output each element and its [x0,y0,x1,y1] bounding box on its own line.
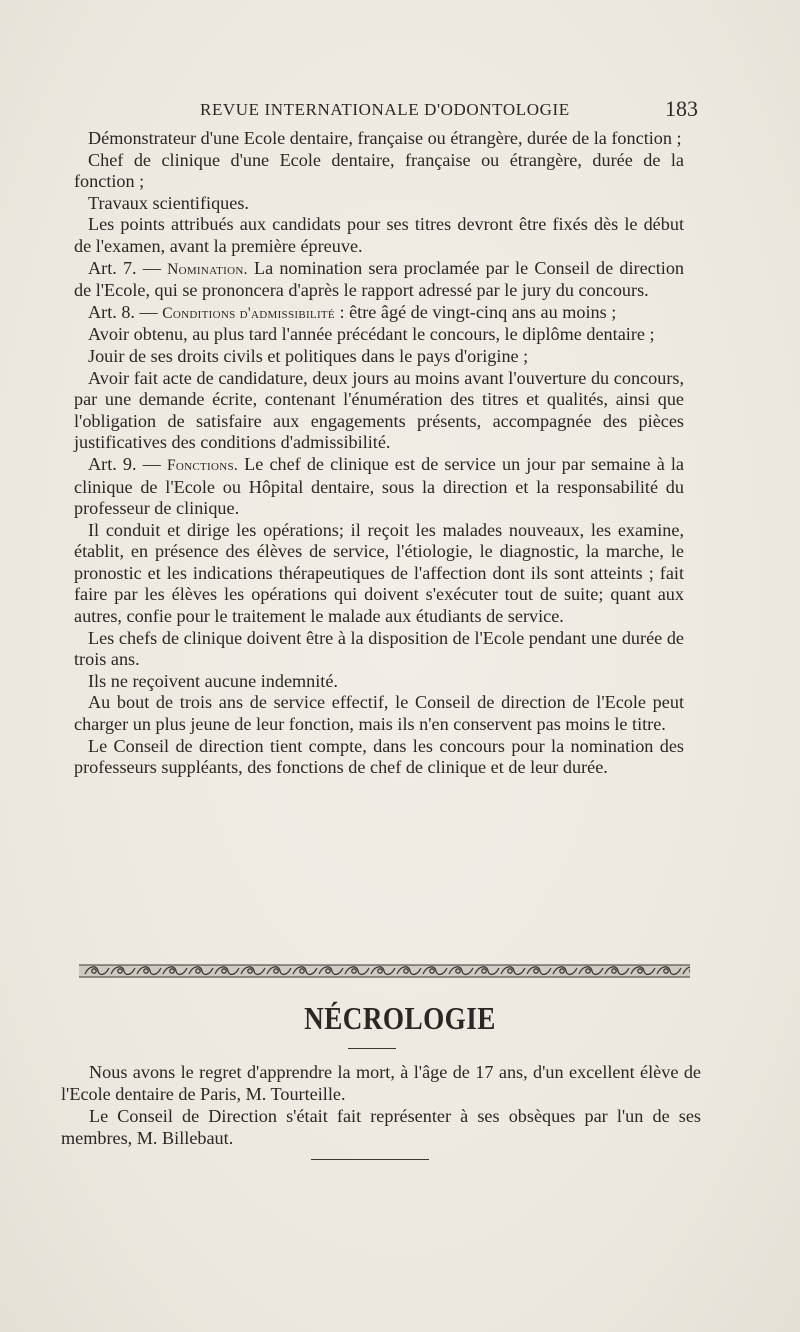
paragraph: Le Conseil de direction tient compte, dans les concours pour la nomination des professeurs suppléants, des fonctions de chef de clinique et de leur durée. [74,735,684,778]
article-body [74,128,684,779]
article-7 [74,258,684,302]
article-8 [74,302,684,325]
paragraph: Chef de clinique d'une Ecole dentaire, française ou étrangère, durée de la fonction ; [74,149,684,192]
article-label: Art. 9. — [88,453,161,474]
article-label: Art. 8. — [88,301,158,322]
article-text: : être âgé de vingt-cinq ans au moins ; [339,301,617,322]
paragraph: Démonstrateur d'une Ecole dentaire, française ou étrangère, durée de la fonction ; [88,128,682,148]
paragraph: Il conduit et dirige les opérations; il reçoit les malades nouveaux, les examine, établit, en présence des élèves de service, l'étiologie, le diagnostic, la marche, le pronostic et les indications thérapeutiques de l'affection dont ils sont atteints ; fait faire par les élèves les opérations qui doivent s'exécuter tout de suite; quant aux autres, confie pour le traitement le malade aux étudiants de service. [74,519,684,627]
paragraph: Ils ne reçoivent aucune indemnité. [88,670,338,691]
end-rule [311,1159,429,1160]
title-rule [348,1048,396,1049]
paragraph: Au bout de trois ans de service effectif, le Conseil de direction de l'Ecole peut charger un plus jeune de leur fonction, mais ils n'en conservent pas moins le titre. [74,692,684,735]
article-heading: Fonctions. [166,456,239,474]
article-text: La nomination sera proclamée par le Conseil de direction de l'Ecole, qui se prononcera d'après le rapport adressé par le jury du concours. [74,257,685,301]
article-9 [74,454,684,520]
necrology-body [61,1061,701,1149]
section-title: NÉCROLOGIE [304,1000,496,1036]
journal-title: REVUE INTERNATIONALE D'ODONTOLOGIE [200,100,570,119]
paragraph: Le Conseil de Direction s'était fait représenter à ses obsèques par l'un de ses membres, M. Billebaut. [61,1106,701,1148]
paragraph: Les points attribués aux candidats pour ses titres devront être fixés dès le début de l'examen, avant la première épreuve. [74,214,684,256]
ornament-icon [79,962,690,980]
article-heading: Nomination. [167,260,248,278]
running-header [200,96,698,126]
paragraph: Jouir de ses droits civils et politiques dans le pays d'origine ; [88,345,529,366]
paragraph: Les chefs de clinique doivent être à la disposition de l'Ecole pendant une durée de trois ans. [74,627,684,670]
article-heading: Conditions d'admissibilité [162,304,335,322]
article-label: Art. 7. — [88,257,161,278]
page-number: 183 [665,96,698,121]
paragraph: Avoir obtenu, au plus tard l'année précédant le concours, le diplôme dentaire ; [88,324,655,345]
paragraph: Travaux scientifiques. [88,192,249,213]
paragraph: Avoir fait acte de candidature, deux jours au moins avant l'ouverture du concours, par une demande écrite, contenant l'énumération des titres et qualités, ainsi que l'obligation de satisfaire aux engagements présents, accompagnée des pièces justificatives des conditions d'admissibilité. [74,367,684,453]
paragraph: Nous avons le regret d'apprendre la mort, à l'âge de 17 ans, d'un excellent élève de l'Ecole dentaire de Paris, M. Tourteille. [61,1062,701,1104]
article-text: Le chef de clinique est de service un jour par semaine à la clinique de l'Ecole ou Hôpital dentaire, sous la direction et la responsabilité du professeur de clinique. [74,453,685,519]
